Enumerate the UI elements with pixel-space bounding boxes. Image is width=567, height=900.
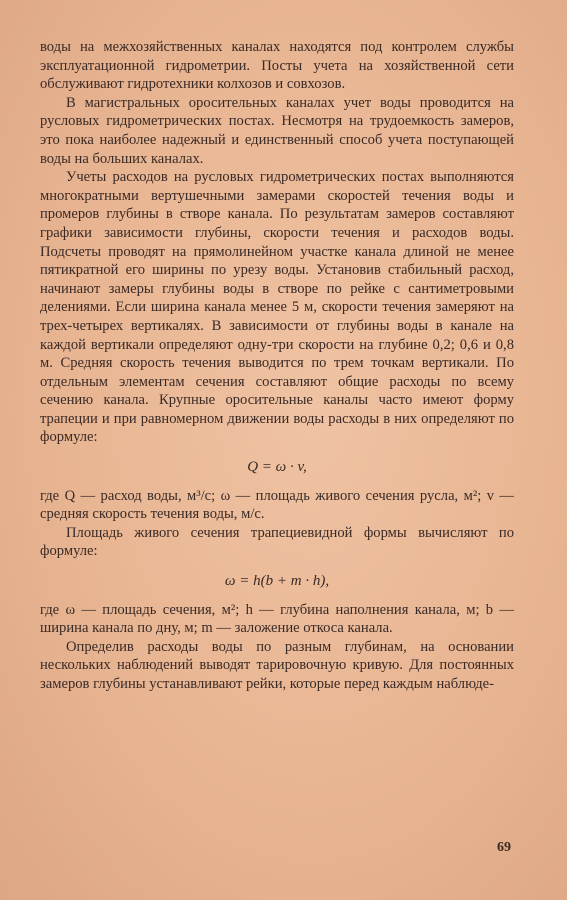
page-text [40, 38, 514, 694]
paragraph-1: воды на межхозяйственных каналах находятся под контролем службы эксплуатационной гидрометрии. Посты учета на хозяйственной сети обслуживают гидротехники колхозов и совхозов. [40, 39, 514, 93]
formula-flow-rate: Q = ω · v, [247, 459, 307, 476]
paragraph-6: где ω — площадь сечения, м²; h — глубина наполнения канала, м; b — ширина канала по дну, м; m — заложение откоса канала. [40, 601, 514, 637]
paragraph-3: Учеты расходов на русловых гидрометрических постах выполняются многократными вертушечными замерами скоростей течения воды и промеров глубины в створе канала. По результатам замеров составляют графики зависимости глубины, скорости течения и расходов воды. Подсчеты проводят на прямолинейном участке канала длиной не менее пятикратной его ширины по урезу воды. Установив стабильный расход, начинают замеры глубины воды в створе по рейке с сантиметровыми делениями. Если ширина канала менее 5 м, скорости течения замеряют на трех-четырех вертикалях. В зависимости от глубины воды в канале на каждой вертикали определяют одну-три скорости на глубине 0,2; 0,6 и 0,8 м. Средняя скорость течения выводится по трем точкам вертикали. По отдельным элементам сечения составляют общие расходы по всему сечению канала. Крупные оросительные каналы часто имеют форму трапеции и при равномерном движении воды расходы в них определяют по формуле: [40, 169, 514, 446]
paragraph-5: Площадь живого сечения трапециевидной формы вычисляют по формуле: [40, 524, 514, 560]
page-number: 69 [497, 840, 511, 855]
formula-cross-section: ω = h(b + m · h), [224, 573, 330, 590]
paragraph-7: Определив расходы воды по разным глубинам, на основании нескольких наблюдений выводят тарировочную кривую. Для постоянных замеров глубины устанавливают рейки, которые перед каждым наблюде- [40, 638, 514, 692]
paragraph-2: В магистральных оросительных каналах учет воды проводится на русловых гидрометрических постах. Несмотря на трудоемкость замеров, это пока наиболее надежный и единственный способ учета поступающей воды на больших каналах. [40, 94, 514, 167]
paragraph-4: где Q — расход воды, м³/с; ω — площадь живого сечения русла, м²; v — средняя скорость течения воды, м/с. [40, 487, 514, 523]
